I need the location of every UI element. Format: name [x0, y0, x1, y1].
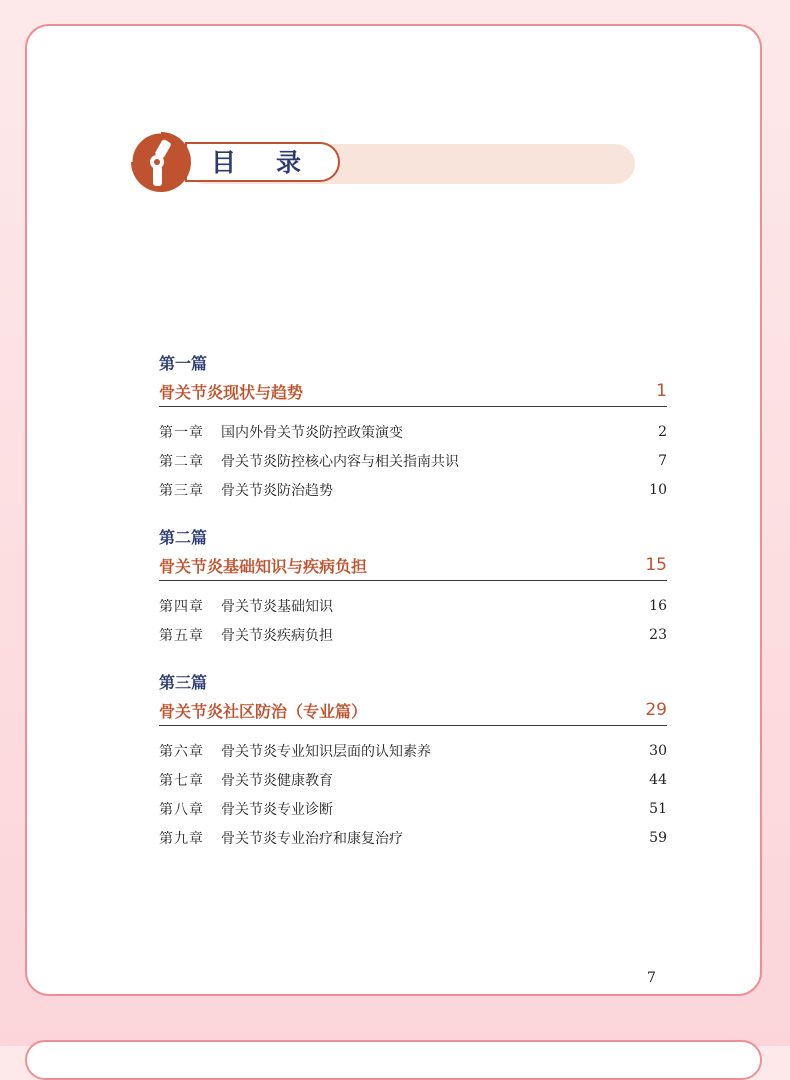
chapter-entry[interactable]	[159, 794, 667, 823]
chapter-number: 第一章	[159, 424, 204, 441]
chapter-label	[159, 828, 403, 848]
chapter-page-number: 10	[649, 481, 667, 498]
part-page-number: 29	[645, 700, 667, 720]
toc-part	[159, 352, 667, 504]
chapter-label	[159, 625, 333, 645]
chapter-title: 骨关节炎专业知识层面的认知素养	[221, 743, 431, 760]
chapter-title: 骨关节炎防控核心内容与相关指南共识	[221, 453, 459, 470]
chapter-label	[159, 451, 459, 471]
chapter-entry[interactable]	[159, 446, 667, 475]
chapter-title: 骨关节炎基础知识	[221, 598, 333, 615]
chapter-number: 第五章	[159, 627, 204, 644]
toc-part	[159, 671, 667, 852]
chapter-label	[159, 480, 333, 500]
toc-part	[159, 526, 667, 649]
part-page-number: 1	[656, 381, 667, 401]
chapter-title: 骨关节炎健康教育	[221, 772, 333, 789]
chapter-entry[interactable]	[159, 736, 667, 765]
chapter-number: 第三章	[159, 482, 204, 499]
chapter-list	[159, 581, 667, 649]
toc-title: 目录	[211, 148, 342, 177]
chapter-number: 第七章	[159, 772, 204, 789]
part-title: 骨关节炎社区防治（专业篇）	[159, 701, 368, 721]
chapter-page-number: 7	[658, 452, 667, 469]
part-page-number: 15	[645, 555, 667, 575]
chapter-number: 第九章	[159, 830, 204, 847]
part-label: 第三篇	[159, 673, 208, 692]
page-number: 7	[647, 970, 656, 986]
next-page-card	[25, 1040, 762, 1080]
chapter-entry[interactable]	[159, 765, 667, 794]
table-of-contents	[159, 352, 667, 874]
part-title-row[interactable]	[159, 695, 667, 726]
chapter-page-number: 44	[649, 771, 667, 788]
part-title-row[interactable]	[159, 376, 667, 407]
part-title-row[interactable]	[159, 550, 667, 581]
chapter-entry[interactable]	[159, 417, 667, 446]
chapter-page-number: 23	[649, 626, 667, 643]
part-title: 骨关节炎现状与趋势	[159, 382, 304, 402]
chapter-label	[159, 770, 333, 790]
chapter-label	[159, 741, 431, 761]
chapter-number: 第二章	[159, 453, 204, 470]
part-label: 第一篇	[159, 354, 208, 373]
chapter-page-number: 59	[649, 829, 667, 846]
chapter-entry[interactable]	[159, 475, 667, 504]
chapter-page-number: 30	[649, 742, 667, 759]
part-label: 第二篇	[159, 528, 208, 547]
chapter-title: 骨关节炎专业诊断	[221, 801, 333, 818]
chapter-page-number: 16	[649, 597, 667, 614]
chapter-page-number: 2	[658, 423, 667, 440]
chapter-title: 骨关节炎防治趋势	[221, 482, 333, 499]
chapter-list	[159, 407, 667, 504]
chapter-number: 第四章	[159, 598, 204, 615]
chapter-list	[159, 726, 667, 852]
chapter-entry[interactable]	[159, 620, 667, 649]
toc-header	[125, 126, 665, 206]
chapter-title: 骨关节炎疾病负担	[221, 627, 333, 644]
chapter-entry[interactable]	[159, 591, 667, 620]
knee-joint-icon	[125, 126, 195, 196]
part-title: 骨关节炎基础知识与疾病负担	[159, 556, 368, 576]
chapter-entry[interactable]	[159, 823, 667, 852]
chapter-label	[159, 596, 333, 616]
chapter-page-number: 51	[649, 800, 667, 817]
chapter-number: 第八章	[159, 801, 204, 818]
chapter-label	[159, 799, 333, 819]
chapter-title: 国内外骨关节炎防控政策演变	[221, 424, 403, 441]
chapter-title: 骨关节炎专业治疗和康复治疗	[221, 830, 403, 847]
chapter-number: 第六章	[159, 743, 204, 760]
chapter-label	[159, 422, 403, 442]
page-card	[25, 24, 762, 996]
